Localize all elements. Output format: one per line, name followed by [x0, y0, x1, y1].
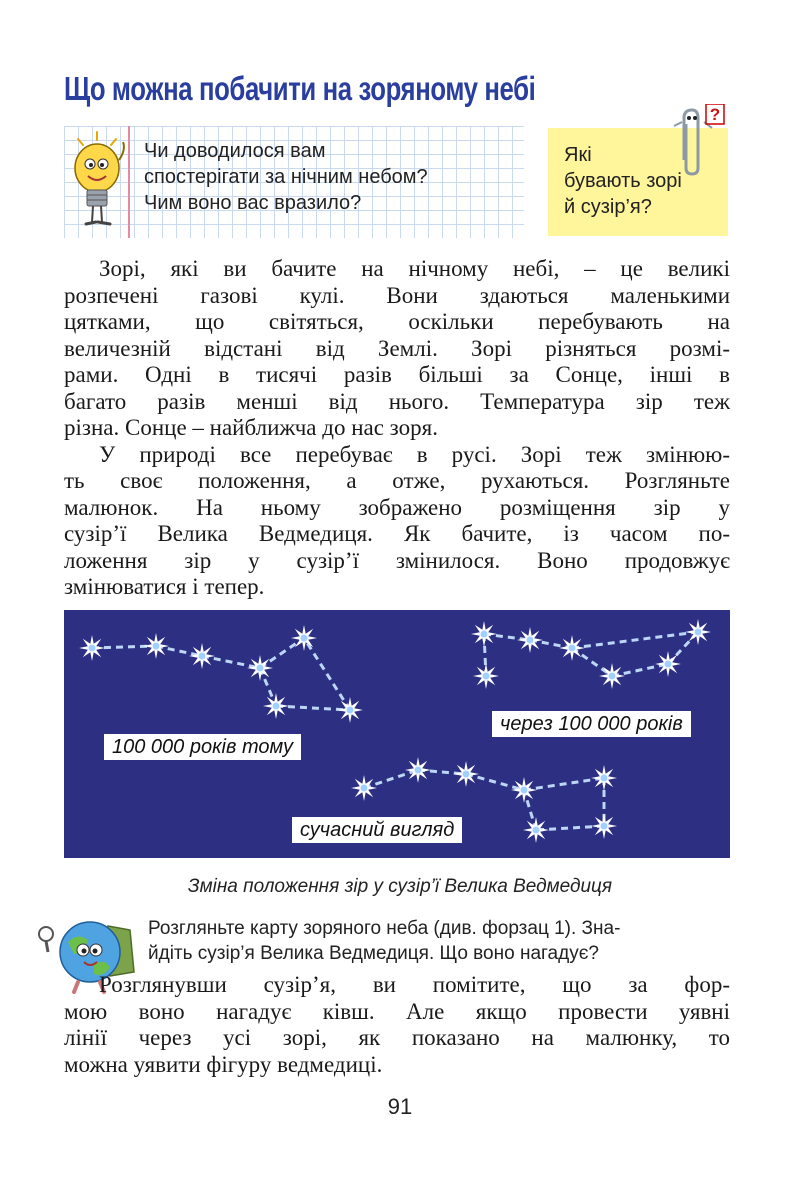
star-present — [591, 813, 617, 839]
paperclip-icon — [664, 104, 728, 176]
constellation-line-past — [276, 706, 350, 710]
question-text — [144, 138, 514, 216]
star-future — [599, 663, 625, 689]
star-past — [189, 643, 215, 669]
star-past — [143, 633, 169, 659]
star-past — [263, 693, 289, 719]
text-line: змінюватися і тепер. — [64, 574, 265, 599]
question-mark: ? — [709, 105, 721, 124]
constellation-line-future — [572, 648, 612, 676]
text-line: рами. Одні в тисячі разів більші за Сонце, інші в — [64, 362, 730, 387]
text-line: можна уявити фігуру ведмедиці. — [64, 1051, 383, 1077]
star-present — [405, 757, 431, 783]
text-line: цятками, що світяться, оскільки перебувають на — [64, 309, 730, 334]
constellation-line-past — [202, 656, 260, 668]
label-past: 100 000 років тому — [104, 734, 301, 760]
text-line: сузір’ї Велика Ведмедиця. Як бачите, із часом по- — [64, 521, 730, 546]
label-future: через 100 000 років — [492, 711, 691, 737]
sticky-line: бувають зорі — [564, 170, 682, 192]
star-future — [559, 635, 585, 661]
star-present — [523, 817, 549, 843]
star-future — [685, 619, 711, 645]
text-line: багато разів менші від нього. Температура зір теж — [64, 388, 730, 414]
star-future — [471, 621, 497, 647]
constellation-line-past — [156, 646, 202, 656]
text-line: лінії через усі зорі, як показано на малюнку, то — [64, 1025, 730, 1050]
constellation-line-future — [572, 632, 698, 648]
text-line: мою воно нагадує ківш. Але якщо провести уявні — [64, 998, 730, 1024]
star-future — [517, 627, 543, 653]
question-line: спостерігати за нічним небом? — [144, 166, 428, 188]
constellation-figure — [64, 610, 730, 858]
paragraph-2 — [64, 442, 730, 601]
constellation-line-present — [364, 770, 418, 788]
task-text — [148, 916, 732, 966]
constellation-line-past — [304, 638, 350, 710]
page-title: Що можна побачити на зоряному небі — [64, 70, 536, 107]
figure-caption: Зміна положення зір у сузір’ї Велика Ведмедиця — [187, 876, 613, 897]
question-box — [64, 126, 524, 238]
question-line: Чи доводилося вам — [144, 140, 326, 162]
lightbulb-icon — [66, 130, 128, 234]
paragraph-3 — [64, 972, 730, 1078]
text-line: У природі все перебуває в русі. Зорі теж змінюю- — [99, 441, 730, 467]
text-line: ть своє положення, а отже, рухаються. Розгляньте — [64, 468, 730, 493]
constellation-line-past — [260, 668, 276, 706]
constellation-line-future — [612, 664, 668, 676]
star-past — [337, 697, 363, 723]
text-line: різна. Сонце – найближча до нас зоря. — [64, 415, 438, 440]
star-past — [247, 655, 273, 681]
task-line: йдіть сузір’я Велика Ведмедиця. Що воно нагадує? — [148, 943, 599, 964]
sticky-line: й сузір’я? — [564, 196, 652, 218]
star-present — [351, 775, 377, 801]
task-line: Розгляньте карту зоряного неба (див. форзац 1). Зна- — [148, 918, 621, 939]
notebook-margin-line — [128, 126, 130, 238]
star-past — [291, 625, 317, 651]
constellation-line-present — [536, 826, 604, 830]
label-present: сучасний вигляд — [292, 817, 462, 843]
text-line: розпечені газові кулі. Вони здаються маленькими — [64, 282, 730, 308]
star-past — [79, 635, 105, 661]
question-line: Чим воно вас вразило? — [144, 192, 362, 214]
text-line: малюнок. На ньому зображено розміщення зір у — [64, 494, 730, 520]
text-line: Розглянувши сузір’я, ви помітите, що за фор- — [99, 972, 730, 997]
star-present — [591, 765, 617, 791]
star-future — [473, 663, 499, 689]
text-line: величезній відстані від Землі. Зорі різняться розмі- — [64, 335, 730, 361]
page-number: 91 — [387, 1094, 413, 1119]
paragraph-1 — [64, 256, 730, 442]
text-line: ложення зір у сузір’ї змінилося. Воно продовжує — [64, 547, 730, 573]
constellation-line-past — [260, 638, 304, 668]
text-line: Зорі, які ви бачите на нічному небі, – це великі — [99, 256, 730, 281]
star-future — [655, 651, 681, 677]
star-present — [511, 777, 537, 803]
constellation-line-present — [524, 778, 604, 790]
sticky-line: Які — [564, 144, 592, 166]
constellation-line-present — [466, 774, 524, 790]
star-present — [453, 761, 479, 787]
